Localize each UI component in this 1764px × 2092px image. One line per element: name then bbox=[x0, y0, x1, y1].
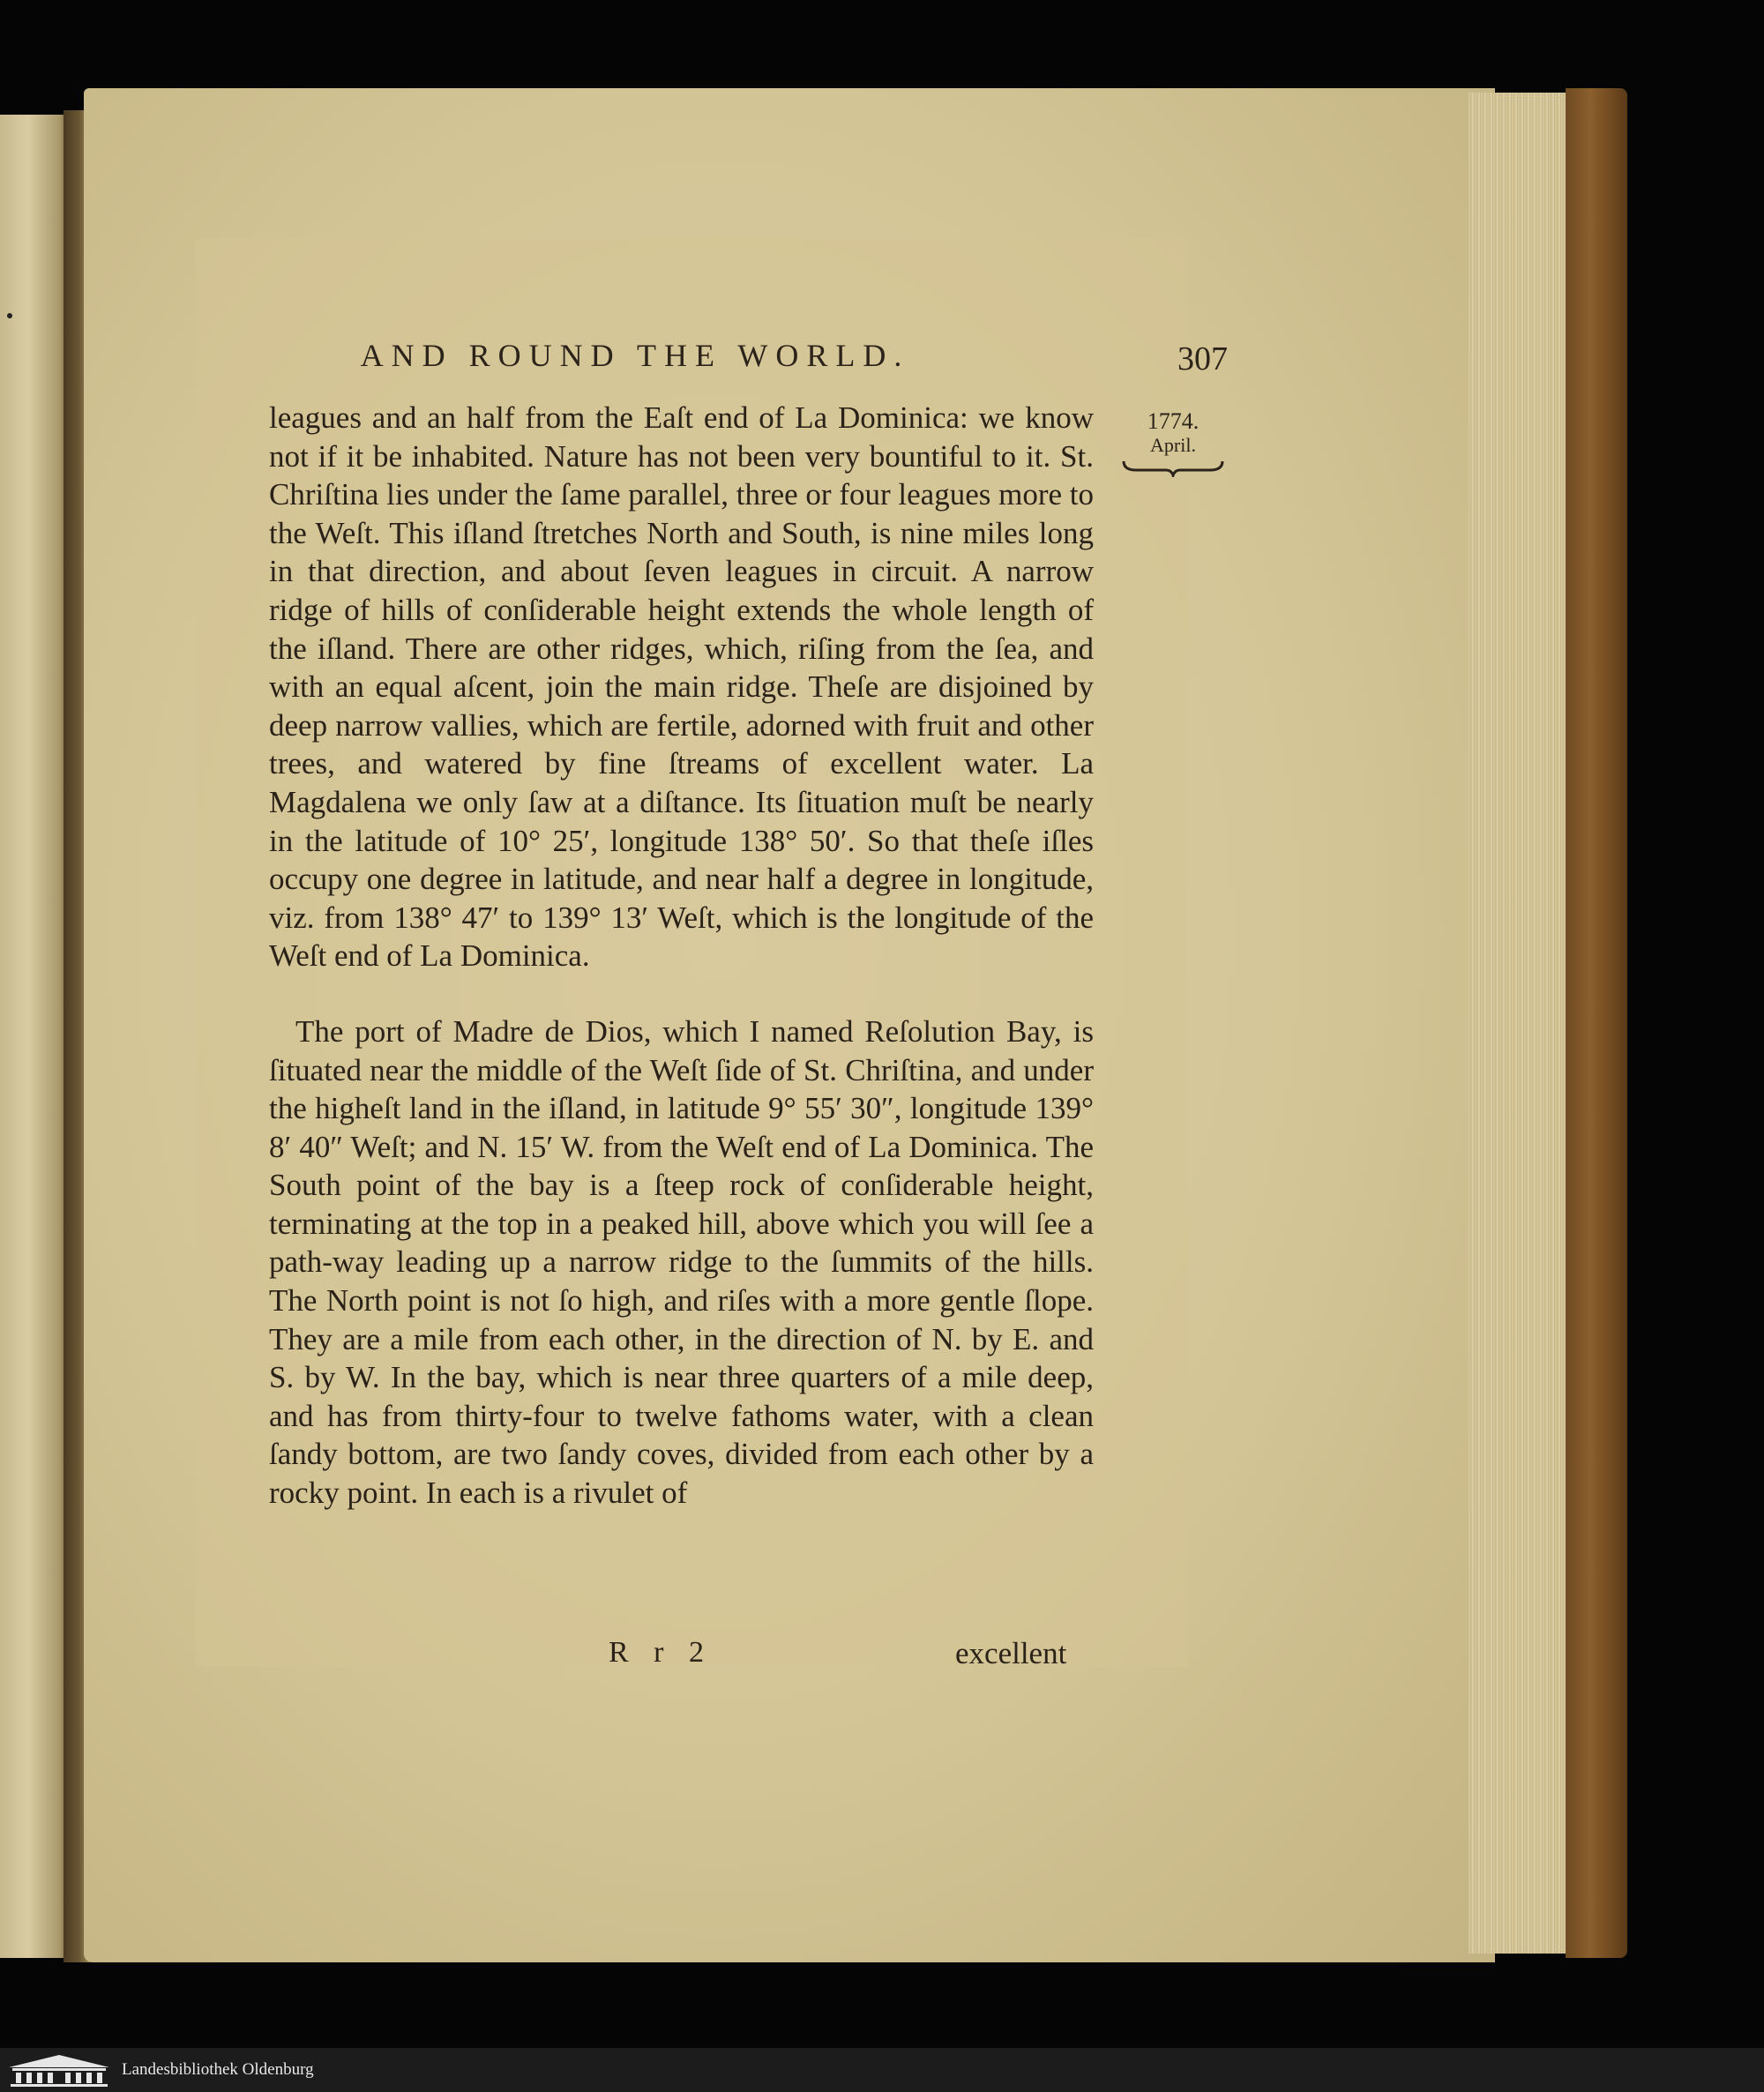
signature-mark: R r 2 bbox=[609, 1636, 713, 1669]
brace-icon bbox=[1120, 458, 1226, 477]
library-building-logo-icon bbox=[7, 2053, 111, 2087]
margin-month: April. bbox=[1150, 434, 1196, 456]
running-head: AND ROUND THE WORLD. bbox=[360, 338, 910, 373]
left-page-edge bbox=[0, 115, 71, 1958]
book-cover bbox=[1566, 88, 1627, 1958]
paragraph-2: The port of Madre de Dios, which I named Reſolution Bay, is ſituated near the middle of the Weſt ſide of St. Chriſtina, and under the higheſt land in the iſland, in latitude 9° 55′ 30″, longitude 139° 8′ 40″ Weſt; and N. 15′ W. from the Weſt end of La Dominica. The South point of the bay is a ſteep rock of conſiderable height, terminating at the top in a peaked hill, above which you will ſee a path-way leading up a narrow ridge to the ſummits of the hills. The North point is not ſo high, and riſes with a more gentle ſlope. They are a mile from each other, in the direction of N. by E. and S. by W. In the bay, which is near three quarters of a mile deep, and has from thirty-four to twelve fathoms water, with a clean ſandy bottom, are two ſandy coves, divided from each other by a rocky point. In each is a rivulet of bbox=[269, 1013, 1094, 1511]
margin-note bbox=[1120, 408, 1226, 477]
body-text bbox=[269, 399, 1094, 1513]
page-edges bbox=[1469, 93, 1566, 1954]
catchword: excellent bbox=[955, 1636, 1067, 1670]
ink-mark bbox=[7, 313, 12, 318]
page-number: 307 bbox=[1177, 340, 1228, 377]
library-name: Landesbibliothek Oldenburg bbox=[122, 2060, 314, 2079]
margin-year: 1774. bbox=[1147, 408, 1200, 434]
paragraph-1: leagues and an half from the Eaſt end of La Dominica: we know not if it be inhabited. Nature has not been very bountiful to it. St. Chriſtina lies under the ſame parallel, three or four leagues more to the Weſt. This iſland ſtretches North and South, is nine miles long in that direction, and about ſeven leagues in circuit. A narrow ridge of hills of conſiderable height extends the whole length of the iſland. There are other ridges, which, riſing from the ſea, and with an equal aſcent, join the main ridge. Theſe are disjoined by deep narrow vallies, which are fertile, adorned with fruit and other trees, and watered by fine ſtreams of excellent water. La Magdalena we only ſaw at a diſtance. Its ſituation muſt be nearly in the latitude of 10° 25′, longitude 138° 50′. So that theſe iſles occupy one degree in latitude, and near half a degree in longitude, viz. from 138° 47′ to 139° 13′ Weſt, which is the longitude of the Weſt end of La Dominica. bbox=[269, 400, 1094, 974]
library-footer-bar bbox=[0, 2048, 1764, 2092]
